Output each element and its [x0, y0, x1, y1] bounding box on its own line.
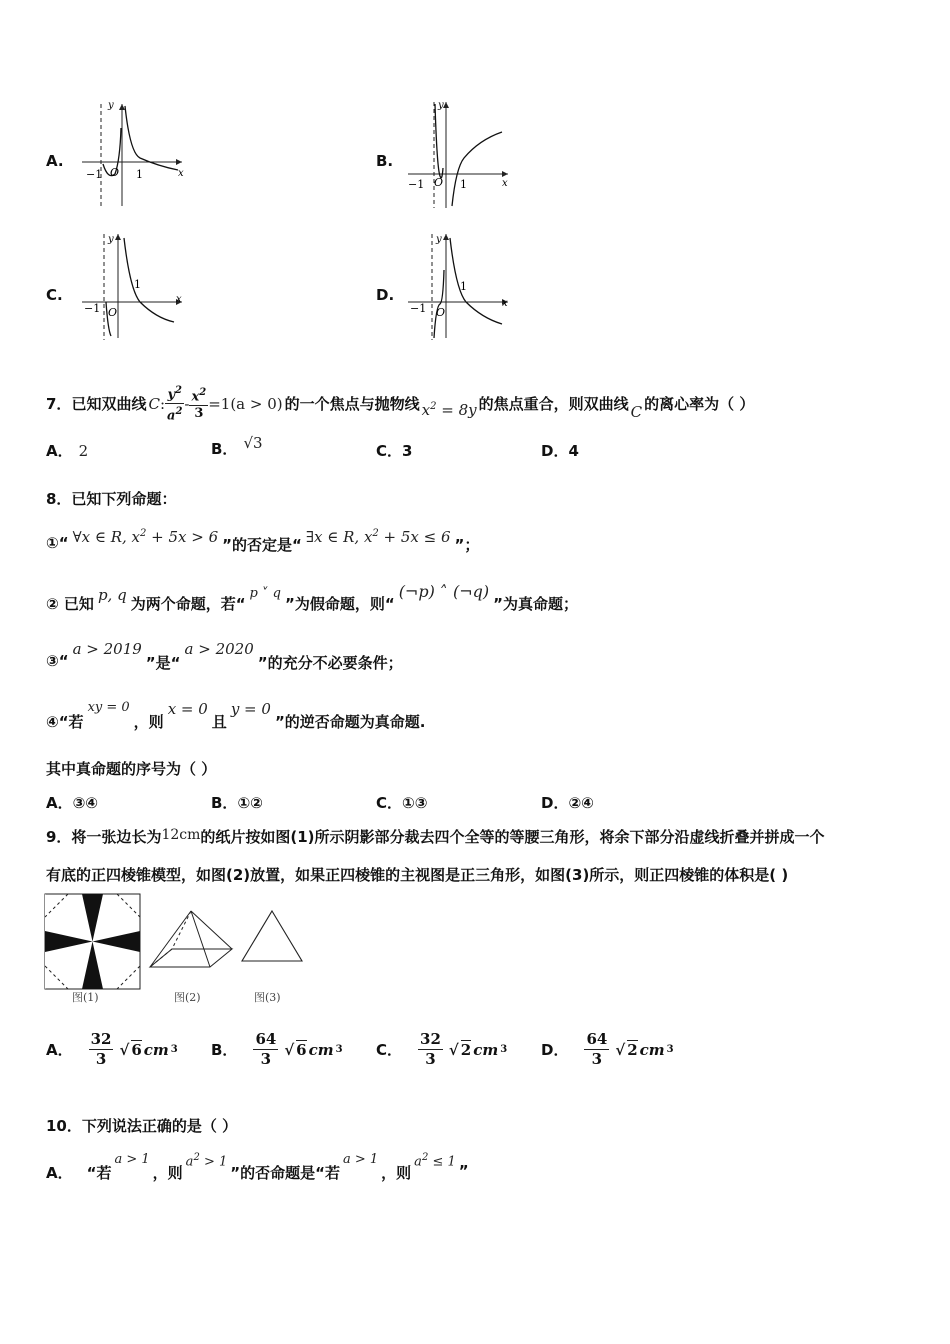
- q9-figure-3: [238, 905, 308, 1005]
- q9-option-a[interactable]: A． $\frac{32}{3}$ √ 6 cm 3: [46, 1030, 178, 1068]
- svg-text:x: x: [502, 178, 508, 189]
- q8-statement-3: ③“ a > 2019 ”是“ a > 2020 ”的充分不必要条件；: [46, 640, 403, 672]
- svg-text:y: y: [436, 234, 442, 245]
- fig-3-caption: 图(3): [254, 991, 281, 1004]
- q6-option-a-label: A.: [46, 152, 64, 170]
- fig-1-caption: 图(1): [72, 991, 99, 1004]
- q7-frac-x: $\frac{x^2}{3}$: [191, 387, 207, 422]
- q9-option-c[interactable]: C． $\frac{32}{3}$ √ 2 cm 3: [376, 1030, 508, 1068]
- y-axis-label: y: [108, 100, 114, 111]
- q8-statement-2: ② 已知 p, q 为两个命题，若“ p ˅ q ”为假命题，则“ (¬p) ˄ (¬q) ”为真命题；: [46, 582, 578, 613]
- q9-option-b[interactable]: B． $\frac{64}{3}$ √ 6 cm 3: [211, 1030, 343, 1068]
- svg-text:x: x: [502, 298, 508, 309]
- q8-option-c[interactable]: C．①③: [376, 794, 428, 812]
- one-label: 1: [136, 168, 143, 181]
- q7-frac-y: $\frac{y^2}{a^2}$: [167, 385, 183, 424]
- q6-option-d-label: D.: [376, 286, 395, 304]
- q6-option-b-label: B.: [376, 152, 394, 170]
- q7-option-d[interactable]: D．4: [541, 442, 579, 460]
- q9-figure-2: [146, 905, 238, 1005]
- q8-option-a[interactable]: A．③④: [46, 794, 99, 812]
- fig-2-caption: 图(2): [174, 991, 201, 1004]
- svg-text:y: y: [108, 234, 114, 245]
- q6-option-c-label: C.: [46, 286, 63, 304]
- q6-graph-d: [404, 230, 514, 342]
- q8-statement-1: ①“ ∀x ∈ R, $x^2 + 5x > 6$ ”的否定是“ ∃x ∈ R, $x^2 + 5x \le 6$ ”；: [46, 528, 480, 554]
- q8-option-b[interactable]: B．①②: [211, 794, 263, 812]
- svg-text:−1: −1: [84, 302, 101, 315]
- q7-stem: 7． 已知双曲线 C : $\frac{y^2}{a^2}$ - $\frac{x^2}{3}$ =1(a > 0) 的一个焦点与抛物线 $x^2 = 8y$ 的焦点重合，则双曲线 C 的离心率为（ ）: [46, 385, 755, 424]
- q8-ask: 其中真命题的序号为（ ）: [46, 760, 217, 778]
- q7-option-b[interactable]: B． √3: [211, 434, 263, 458]
- svg-text:1: 1: [460, 280, 467, 293]
- q6-graph-c: [78, 230, 188, 342]
- q9-option-d[interactable]: D． $\frac{64}{3}$ √ 2 cm 3: [541, 1030, 674, 1068]
- q8-option-d[interactable]: D．②④: [541, 794, 594, 812]
- neg-one-label: −1: [86, 168, 103, 181]
- q8-title: 8．已知下列命题：: [46, 490, 177, 508]
- q9-line-2: 有底的正四棱锥模型，如图(2)放置，如果正四棱锥的主视图是正三角形，如图(3)所示，则正四棱锥的体积是( ): [46, 866, 789, 884]
- svg-text:1: 1: [460, 178, 467, 191]
- svg-text:y: y: [438, 100, 444, 111]
- svg-text:O: O: [436, 306, 446, 319]
- x-axis-label: x: [178, 168, 184, 179]
- svg-text:−1: −1: [408, 178, 425, 191]
- svg-text:1: 1: [134, 278, 141, 291]
- svg-text:x: x: [176, 294, 182, 305]
- q10-option-a[interactable]: A． “若 a > 1 ，则 $a^2 > 1$ ”的否命题是“若 a > 1 ，则 $a^2 \le 1$ ”: [46, 1152, 469, 1182]
- q8-statement-4: ④“若 xy = 0 ，则 x = 0 且 y = 0 ”的逆否命题为真命题.: [46, 700, 426, 731]
- q6-graph-b: [404, 98, 514, 210]
- svg-text:O: O: [434, 176, 444, 189]
- q7-option-c[interactable]: C．3: [376, 442, 413, 460]
- svg-text:O: O: [108, 306, 118, 319]
- svg-text:−1: −1: [410, 302, 427, 315]
- q10-title: 10．下列说法正确的是（ ）: [46, 1117, 238, 1135]
- q6-graph-a: [78, 98, 188, 210]
- q9-line-1: 9．将一张边长为 12cm 的纸片按如图(1)所示阴影部分裁去四个全等的等腰三角形，将余下部分沿虚线折叠并拼成一个: [46, 826, 825, 846]
- q9-figure-1: [44, 893, 144, 1005]
- origin-label: O: [110, 166, 120, 179]
- q7-option-a[interactable]: A． 2: [46, 442, 89, 460]
